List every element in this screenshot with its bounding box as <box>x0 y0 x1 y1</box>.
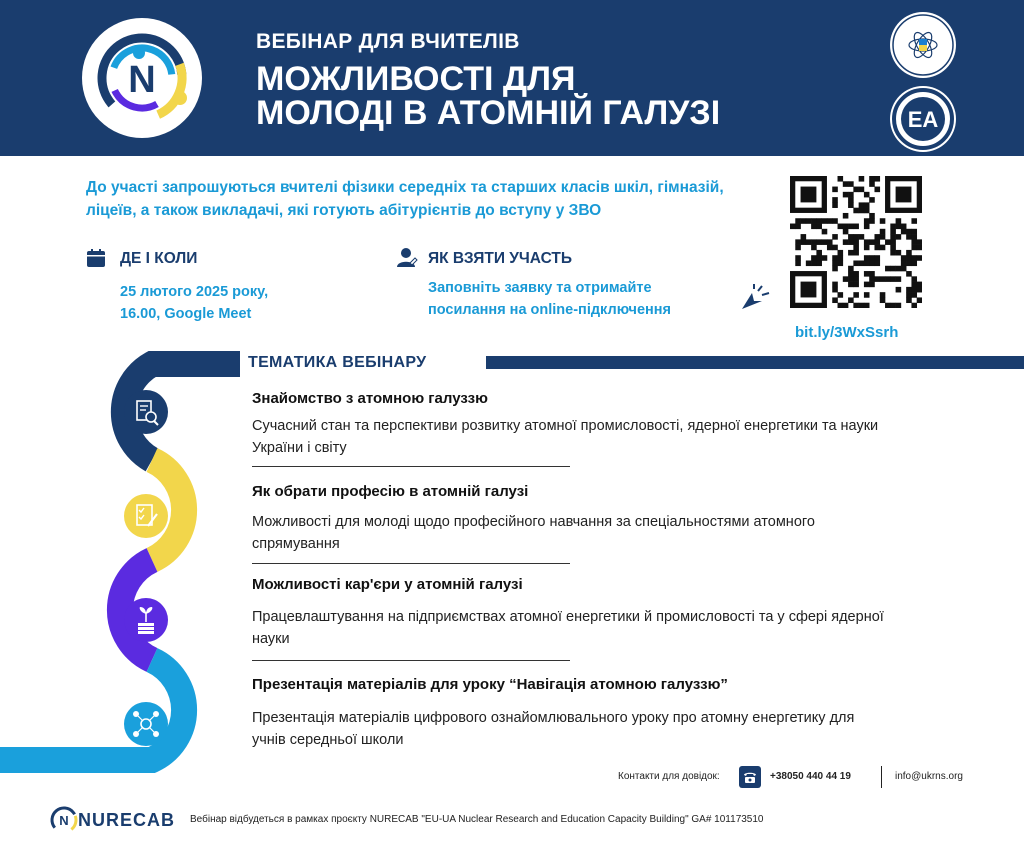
topic-4-body: Презентація матеріалів цифрового ознайомлювального уроку про атомну енергетику для учнів середньої школи <box>252 710 855 748</box>
logo-letter: N <box>128 59 156 101</box>
how-line-1: Заповніть заявку та отримайте <box>428 280 652 296</box>
topic-2-body: Можливості для молоді щодо професійного навчання за спеціальностями атомного спрямування <box>252 514 815 552</box>
when-heading: ДЕ І КОЛИ <box>120 250 198 267</box>
network-people-icon <box>124 702 168 746</box>
topic-2-heading: Як обрати професію в атомній галузі <box>252 483 529 500</box>
how-details <box>428 277 671 321</box>
document-search-icon <box>124 390 168 434</box>
topic-1-heading: Знайомство з атомною галуззю <box>252 390 488 407</box>
topics-title-bar <box>486 356 1024 369</box>
phone-icon <box>739 766 761 788</box>
contact-email[interactable]: info@ukrns.org <box>895 771 963 782</box>
title-line-1: МОЖЛИВОСТІ ДЛЯ <box>256 60 576 98</box>
ea-badge-text: EA <box>907 107 939 132</box>
contact-phone[interactable]: +38050 440 44 19 <box>770 771 851 782</box>
topic-3-body: Працевлаштування на підприємствах атомної енергетики й промисловості та у сфері ядерної науки <box>252 609 884 647</box>
cursor-click-icon <box>738 283 774 318</box>
header-banner <box>0 0 1024 156</box>
page-title <box>256 62 816 130</box>
ukrns-badge-logo <box>890 12 956 78</box>
topic-divider <box>252 660 570 661</box>
topics-path-graphic <box>0 350 240 790</box>
topic-divider <box>252 466 570 467</box>
calendar-icon <box>86 248 106 273</box>
title-line-2: МОЛОДІ В АТОМНІЙ ГАЛУЗІ <box>256 94 721 132</box>
ea-badge-logo <box>890 86 956 152</box>
user-icon <box>396 247 418 274</box>
when-details <box>120 281 268 325</box>
qr-code[interactable] <box>790 176 922 313</box>
registration-link[interactable]: bit.ly/3WxSsrh <box>795 324 899 341</box>
topic-3-heading: Можливості кар'єри у атомній галузі <box>252 576 523 593</box>
topics-title: ТЕМАТИКА ВЕБІНАРУ <box>248 354 427 371</box>
intro-text: До участі запрошуються вчителі фізики середніх та старших класів шкіл, гімназій, ліцеїв, а також викладачі, які готують абітурієнтів до вступу у ЗВО <box>86 179 724 219</box>
how-line-2: посилання на online-підключення <box>428 302 671 318</box>
when-date: 25 лютого 2025 року, <box>120 284 269 300</box>
topic-1-body: Сучасний стан та перспективи розвитку атомної промисловості, ядерної енергетики та науки України і світу <box>252 418 879 456</box>
footer-logo-letter: N <box>59 813 69 828</box>
footer-brand: NURECAB <box>78 810 175 830</box>
header-subtitle: ВЕБІНАР ДЛЯ ВЧИТЕЛІВ <box>256 30 520 53</box>
checklist-pen-icon <box>124 494 168 538</box>
contacts-label: Контакти для довідок: <box>618 771 720 782</box>
contact-divider <box>881 766 882 788</box>
when-time-place: 16.00, Google Meet <box>120 306 252 322</box>
topic-divider <box>252 563 570 564</box>
nurecab-logo <box>82 18 202 138</box>
footer-note: Вебінар відбудеться в рамках проєкту NURECAB "EU-UA Nuclear Research and Education Capacity Building" GA# 101173510 <box>190 814 764 825</box>
topic-4-heading: Презентація матеріалів для уроку “Навігація атомною галуззю” <box>252 676 728 693</box>
how-heading: ЯК ВЗЯТИ УЧАСТЬ <box>428 250 573 267</box>
footer-logo <box>48 804 80 841</box>
plant-coins-icon <box>124 598 168 642</box>
